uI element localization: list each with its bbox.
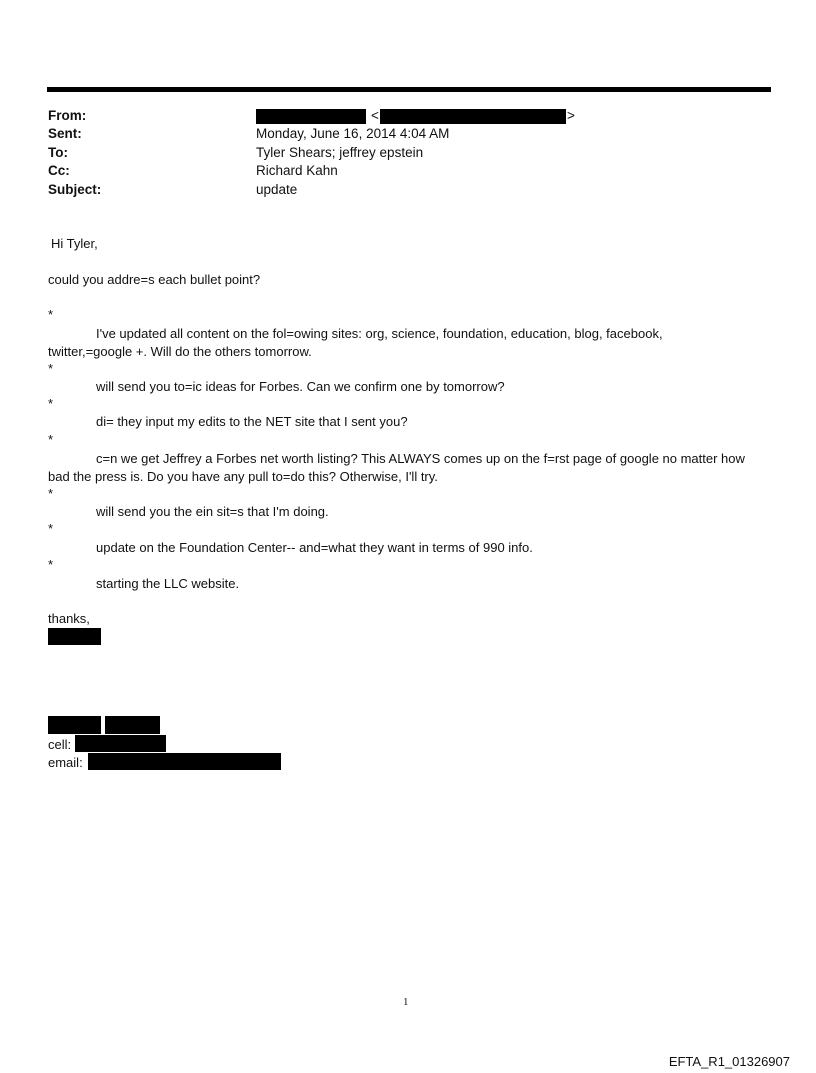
redacted-cell-number — [75, 735, 166, 752]
subject-value: update — [256, 182, 298, 197]
bullet-mark: * — [48, 557, 54, 572]
sent-label: Sent: — [48, 126, 82, 141]
email-label: email: — [48, 755, 83, 770]
bullet-text: c=n we get Jeffrey a Forbes net worth listing? This ALWAYS comes up on the f=rst page of google no matter how — [96, 451, 745, 466]
redacted-sender-email — [380, 109, 566, 124]
bullet-text-continued: bad the press is. Do you have any pull to=do this? Otherwise, I'll try. — [48, 469, 438, 484]
from-lt: < — [371, 108, 379, 123]
bullet-text-continued: twitter,=google +. Will do the others tomorrow. — [48, 344, 312, 359]
cc-label: Cc: — [48, 163, 70, 178]
bullet-mark: * — [48, 521, 54, 536]
cell-label: cell: — [48, 737, 72, 752]
from-label: From: — [48, 108, 87, 123]
bullet-text: update on the Foundation Center-- and=what they want in terms of 990 info. — [96, 540, 533, 555]
redacted-email-address — [88, 753, 281, 770]
page-number: 1 — [403, 996, 409, 1008]
from-gt: > — [567, 108, 575, 123]
bullet-text: will send you to=ic ideas for Forbes. Can we confirm one by tomorrow? — [96, 379, 505, 394]
redacted-signoff-name — [48, 628, 101, 645]
header-rule — [47, 87, 771, 92]
bullet-mark: * — [48, 486, 54, 501]
greeting: Hi Tyler, — [51, 236, 98, 251]
intro-line: could you addre=s each bullet point? — [48, 272, 261, 287]
redacted-last-name — [105, 716, 160, 734]
sent-value: Monday, June 16, 2014 4:04 AM — [256, 126, 450, 141]
bates-number: EFTA_R1_01326907 — [668, 1054, 790, 1069]
bullet-mark: * — [48, 361, 54, 376]
bullet-text: will send you the ein sit=s that I'm doing. — [96, 504, 329, 519]
to-value: Tyler Shears; jeffrey epstein — [256, 145, 424, 160]
redacted-sender-name — [256, 109, 366, 124]
bullet-mark: * — [48, 396, 54, 411]
to-label: To: — [48, 145, 68, 160]
bullet-text: I've updated all content on the fol=owing sites: org, science, foundation, education, blog, facebook, — [96, 326, 663, 341]
bullet-mark: * — [48, 307, 54, 322]
bullet-text: starting the LLC website. — [96, 576, 240, 591]
cc-value: Richard Kahn — [256, 163, 338, 178]
subject-label: Subject: — [48, 182, 102, 197]
bullet-mark: * — [48, 432, 54, 447]
redacted-first-name — [48, 716, 101, 734]
bullet-text: di= they input my edits to the NET site that I sent you? — [96, 414, 408, 429]
closing: thanks, — [48, 611, 90, 626]
